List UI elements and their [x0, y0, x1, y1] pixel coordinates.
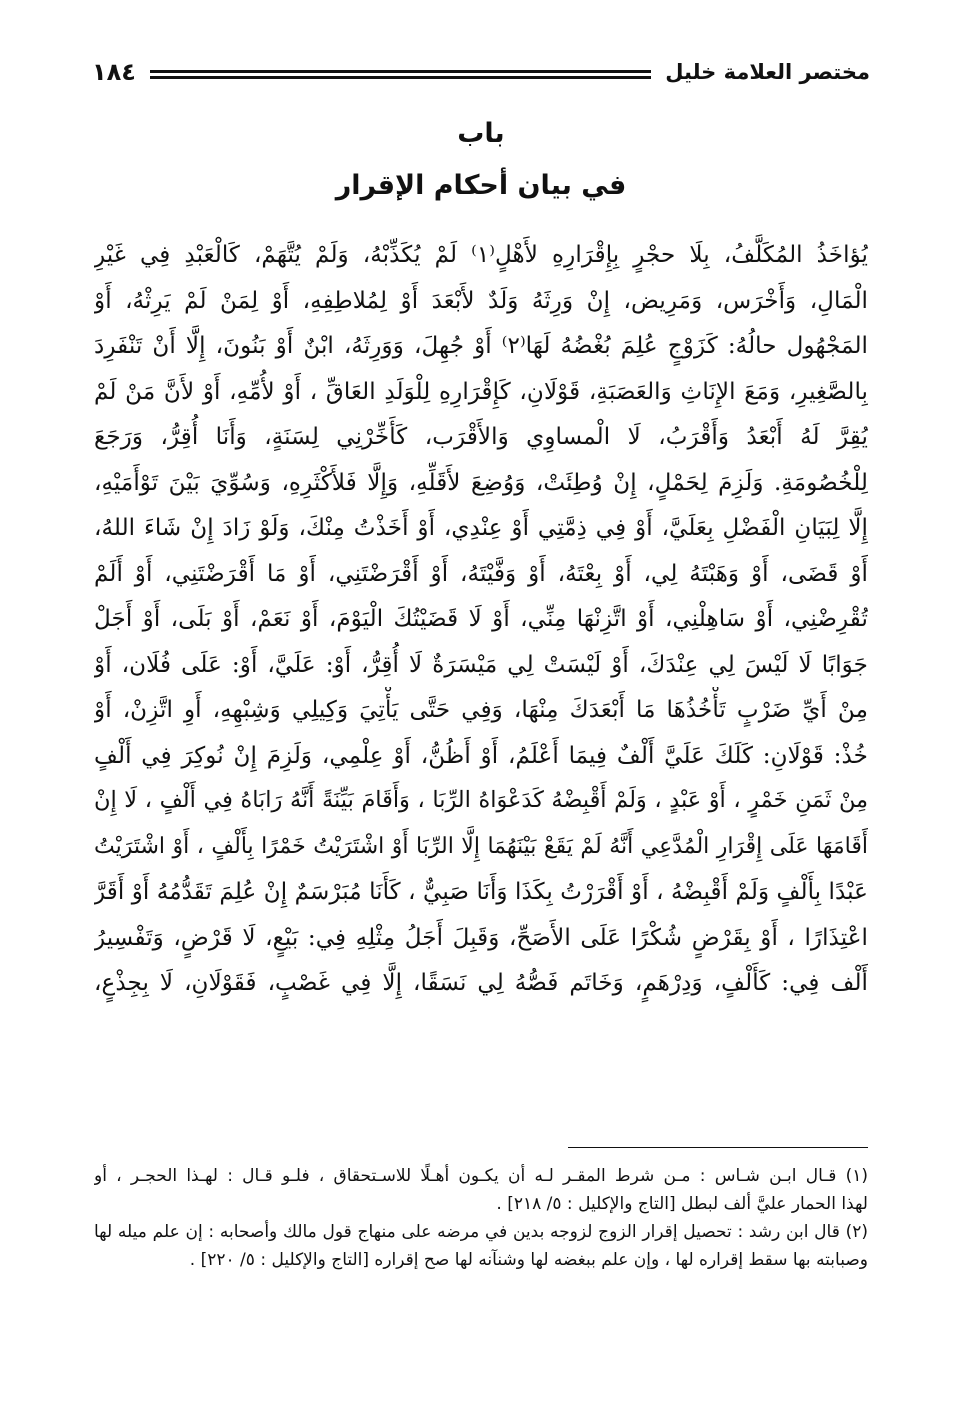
running-header: [92, 52, 870, 92]
book-title: مختصر العلامة خليل: [665, 60, 870, 84]
body-text: [94, 232, 868, 1006]
body-line: يُؤاخَذُ المُكَلَّفُ، بِلَا حجْرٍ بِإِقْرَارِهِ لأَهْلٍ⁽١⁾ لَمْ يُكَذِّبْهُ، وَلَمْ يُتَّهَمْ، كَالْعَبْدِ فِي غَيْرِ: [94, 241, 868, 268]
header-double-rule: [150, 70, 651, 79]
body-line: مِنْ ثَمَنِ خَمْرٍ ، أَوْ عَبْدٍ ، وَلَمْ أَقْبِضْهُ كَدَعْوَاهُ الرِّبَا ، وَأَقَامَ بَيِّنَةً أَنَّهُ رَابَاهُ فِي أَلْفٍ ، لَا إِنْ: [94, 787, 868, 813]
body-line: إِلَّا لِبَيَانِ الْفَضْلِ بِعَلَيَّ، أَوْ فِي ذِمَّتِي أَوْ عِنْدِي، أَوْ أَخَذْتُ مِنْكَ، وَلَوْ زَادَ إِنْ شَاءَ اللهُ،: [94, 514, 868, 541]
body-line: أَوْ قَضَى، أَوْ وَهَبْتَهُ لِي، أَوْ بِعْتَهُ، أَوْ وَفَّيْتَهُ، أَوْ أَقْرَضْتَنِي، أَوْ مَا أَقْرَضْتَنِي، أَوْ أَلَمْ: [94, 559, 868, 587]
body-line: اعْتِذَارًا ، أَوْ بِقَرْضٍ شُكْرًا عَلَى الأَصَحِّ، وَقَبِلَ أَجَلُ مِثْلِهِ فِي: بَيْعٍ، لَا قَرْضٍ، وَتَفْسِيرُ: [94, 923, 868, 951]
footnote-line: وصبابته بها سقط إقراره لها ، وإن علم ببغضه لها وشنآنه لها صح إقراره [التاج والإكليل : ٥/ ٢٢٠] .: [189, 1250, 868, 1270]
footnote-1: [94, 1162, 868, 1218]
body-line: الْمَالِ، وَأَخْرَس، وَمَرِيض، إِنْ وَرِثَهُ وَلَدٌ لأَبْعَدَ أَوْ لِمُلاطِفِهِ، أَوْ لِمَنْ لَمْ يَرِثْهُ، أَوْ: [94, 286, 868, 314]
body-line: عَبْدًا بِأَلْفٍ وَلَمْ أَقْبِضْهُ ، أَوْ أَقْرَرْتُ بِكَذَا وَأَنَا صَبِيٌّ ، كَأَنَا مُبَرْسَمٌ إِنْ عُلِمَ تَقَدُّمُهُ أَوْ أَقَرَّ: [94, 878, 868, 905]
body-line: مِنْ أَيِّ ضَرْبٍ تَأْخُذُهَا مَا أَبْعَدَكَ مِنْهَا، وَفِي حَتَّى يَأْتِيَ وَكِيلِي وَشِبْهِهِ، أَوِ اتَّزِنْ، أَوْ: [94, 696, 868, 723]
body-line: جَوَابًا لَا لَيْسَ لِي عِنْدَكَ، أَوْ لَيْسَتْ لِي مَيْسَرَةٌ لَا أُقِرُّ، أَوْ: عَلَيَّ، أَوْ: عَلَى فُلَان، أَوْ: [94, 650, 868, 678]
chapter-subheading: في بيان أحكام الإقرار: [335, 170, 627, 201]
footnote-line: لهذا الحمار عليَّ ألف لبطل [التاج والإكليل : ٥/ ٢١٨] .: [496, 1194, 868, 1214]
body-line: المَجْهُول حالُهُ: كَزَوْجٍ عُلِمَ بُغْضُهُ لَهَا⁽٢⁾ أَوْ جُهِلَ، وَوَرِثَهُ، ابْنٌ أَوْ بَنُونَ، إِلَّا أَنْ تَنْفَرِدَ: [94, 332, 868, 359]
body-line: خُذْ: قَوْلَانِ: كَلَكَ عَلَيَّ أَلْفٌ فِيمَا أَعْلَمُ، أَوْ أَظُنُّ، أَوْ عِلْمِي، وَلَزِمَ إِنْ نُوكِرَ فِي أَلْفٍ: [94, 741, 868, 769]
footnotes: [94, 1162, 868, 1274]
footnote-line: (٢) قال ابن رشد : تحصيل إقرار الزوج لزوجه بدين في مرضه على منهاج قول مالك وأصحابه : إن علم ميله لها: [94, 1222, 868, 1242]
footnote-2: [94, 1218, 868, 1274]
body-line: تُقْرِضْنِي، أَوْ سَاهِلْنِي، أَوْ اتَّزِنْهَا مِنِّي، أَوْ لَا قَضَيْتُكَ الْيَوْمَ، أَوْ نَعَمْ، أَوْ بَلَى، أَوْ أَجَلْ: [94, 605, 868, 632]
body-line: يُقِرَّ لَهُ أَبْعَدُ وَأَقْرَبُ، لَا الْمساوِي وَالأَقْرَب، كَأَخِّرْنِي لِسَنَةٍ، وَأَنَا أُقِرُّ، وَرَجَعَ: [94, 423, 868, 450]
page-number: ١٨٤: [92, 58, 136, 86]
chapter-heading: باب: [457, 118, 505, 149]
footnote-separator: [568, 1147, 868, 1148]
body-line: أَلْف فِي: كَأَلْفٍ، وَدِرْهَمٍ، وَخَاتَم فَصُّهُ لِي نَسَقًا، إِلَّا فِي غَصْبٍ، فَقَوْلَانِ، لَا بِجِذْعٍ،: [94, 969, 868, 996]
footnote-line: (١) قـال ابـن شـاس : مـن شرط المقـر لـه أن يكـون أهـلًا للاسـتحقاق ، فلـو قـال : لهـذا الحجـر ، أو: [94, 1166, 868, 1186]
body-line: بِالصَّغِيرِ، وَمَعَ الإِنَاثِ وَالعَصَبَةِ، قَوْلَانِ، كَإِقْرَارِهِ لِلْوَلَدِ العَاقِّ ، أَوْ لأُمِّهِ، أَوْ لأَنَّ مَنْ لَمْ: [94, 377, 868, 405]
body-line: أَقَامَهَا عَلَى إِقْرَارِ الْمُدَّعِي أَنَّهُ لَمْ يَقَعْ بَيْنَهُمَا إِلَّا الرِّبَا أَوْ اشْتَرَيْتُ خَمْرًا بِأَلْفٍ ، أَوْ اشْتَرَيْتُ: [94, 833, 868, 859]
body-line: لِلْخُصُومَةِ. وَلَزِمَ لِحَمْلٍ، إِنْ وُطِئَتْ، وَوُضِعَ لأَقَلِّهِ، وَإِلَّا فَلأَكْثَرِهِ، وَسُوِّيَ بَيْنَ تَوْأَمَيْهِ،: [94, 468, 868, 496]
